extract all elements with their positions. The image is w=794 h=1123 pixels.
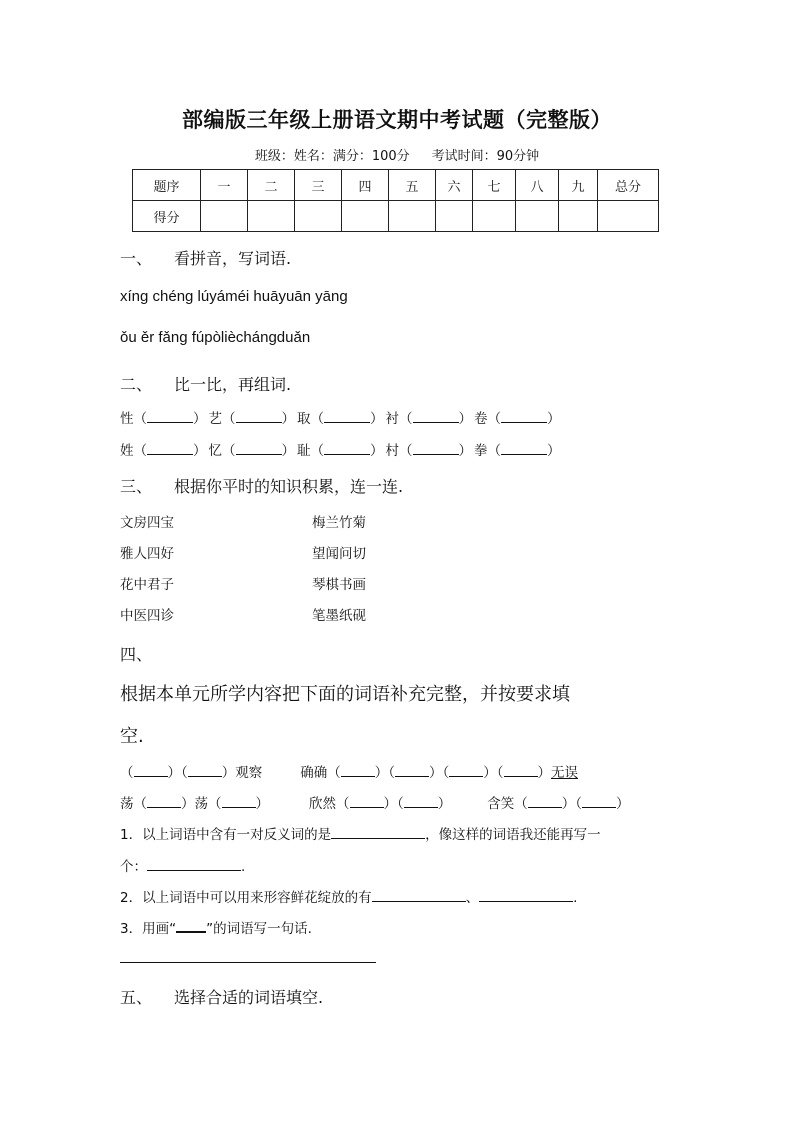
pinyin-line-1: xíng chéng lúyáméi huāyuān yāng [120, 288, 348, 305]
paren: （ [487, 443, 501, 459]
question-text: 2．以上词语中可以用来形容鲜花绽放的有 [120, 890, 372, 906]
compare-char: 拳 [474, 443, 488, 459]
paren: ） [547, 443, 561, 459]
fill-blank[interactable] [324, 408, 370, 423]
section-number: 一、 [120, 249, 153, 268]
score-header-cell: 三 [295, 170, 342, 201]
paren: （ [133, 411, 147, 427]
compare-item [474, 407, 561, 427]
answer-blank[interactable] [331, 824, 425, 839]
score-cell[interactable] [389, 201, 436, 232]
compare-char: 村 [385, 443, 399, 459]
answer-blank[interactable] [147, 856, 241, 871]
word-stem: 确确 [300, 765, 328, 781]
compare-char: 耻 [297, 443, 311, 459]
page-title: 部编版三年级上册语文期中考试题（完整版） [182, 107, 612, 132]
fill-blank[interactable] [449, 762, 483, 777]
question-2 [120, 886, 577, 906]
paren: ） [458, 411, 472, 427]
question-text: ”的词语写一句话. [206, 921, 312, 937]
match-right-item[interactable]: 望闻问切 [312, 546, 366, 562]
fill-blank[interactable] [188, 762, 222, 777]
paren: ） [281, 443, 295, 459]
class-name-score-label: 班级：姓名：满分：100分 [254, 149, 410, 164]
compare-char: 忆 [208, 443, 222, 459]
answer-blank[interactable] [372, 887, 466, 902]
compare-char: 性 [120, 411, 134, 427]
paren: （ [222, 411, 236, 427]
paren: （ [310, 443, 324, 459]
punctuation: 、 [465, 890, 480, 906]
score-header-cell: 四 [342, 170, 389, 201]
question-text: 3．用画“ [120, 921, 177, 937]
underline-marker [176, 919, 206, 933]
compare-char: 衬 [385, 411, 399, 427]
match-left-item[interactable]: 花中君子 [120, 577, 174, 593]
section-4-instruction: 根据本单元所学内容把下面的词语补充完整，并按要求填 [120, 684, 570, 705]
fill-blank[interactable] [222, 793, 256, 808]
paren: （ [399, 411, 413, 427]
score-cell[interactable] [473, 201, 516, 232]
fill-blank[interactable] [413, 440, 459, 455]
match-right-item[interactable]: 琴棋书画 [312, 577, 366, 593]
compare-item [297, 439, 384, 459]
paren: ） [458, 443, 472, 459]
pinyin-line-2: ǒu ěr fǎng fúpòlièchángduǎn [120, 329, 311, 346]
paren: ） [370, 411, 384, 427]
score-header-cell: 六 [436, 170, 473, 201]
compare-item [386, 407, 473, 427]
score-cell[interactable] [295, 201, 342, 232]
question-text: 1．以上词语中含有一对反义词的是 [120, 827, 332, 843]
paren: ） [281, 411, 295, 427]
underlined-word: 无误 [551, 765, 578, 781]
compare-item [120, 439, 207, 459]
fill-blank[interactable] [582, 793, 616, 808]
compare-char: 艺 [208, 411, 222, 427]
score-header-cell: 一 [201, 170, 248, 201]
fill-blank[interactable] [147, 440, 193, 455]
word-stem: 荡 [120, 796, 134, 812]
match-left-item[interactable]: 中医四诊 [120, 608, 174, 624]
paren: （ [310, 411, 324, 427]
paren: ） [193, 411, 207, 427]
score-header-cell: 七 [473, 170, 516, 201]
fill-blank[interactable] [134, 762, 168, 777]
compare-item [297, 407, 384, 427]
score-header-cell: 九 [559, 170, 598, 201]
compare-char: 姓 [120, 443, 134, 459]
paren: ） [193, 443, 207, 459]
word-stem: 观察 [235, 765, 263, 781]
compare-char: 取 [297, 411, 311, 427]
compare-item [209, 407, 296, 427]
section-number: 五、 [120, 988, 153, 1007]
section-title: 选择合适的词语填空. [174, 988, 324, 1007]
fill-blank[interactable] [236, 440, 282, 455]
question-1 [120, 823, 601, 843]
match-left-item[interactable]: 文房四宝 [120, 515, 174, 531]
compare-char: 卷 [474, 411, 488, 427]
score-table-score-row [133, 201, 659, 232]
section-number: 二、 [120, 375, 153, 394]
compare-item [120, 407, 207, 427]
paren: ） [547, 411, 561, 427]
match-left-item[interactable]: 雅人四好 [120, 546, 174, 562]
fill-blank[interactable] [413, 408, 459, 423]
fill-row-1 [120, 761, 578, 781]
score-header-cell: 总分 [598, 170, 659, 201]
fill-blank[interactable] [236, 408, 282, 423]
punctuation: . [573, 890, 578, 906]
question-text: ，像这样的词语我还能再写一 [425, 827, 601, 843]
section-title: 看拼音，写词语. [174, 249, 292, 268]
fill-blank[interactable] [350, 793, 384, 808]
score-cell[interactable] [598, 201, 659, 232]
match-right-item[interactable]: 梅兰竹菊 [312, 515, 366, 531]
compare-item [386, 439, 473, 459]
question-3 [120, 917, 312, 937]
fill-blank[interactable] [501, 440, 547, 455]
fill-blank[interactable] [404, 793, 438, 808]
score-header-cell: 五 [389, 170, 436, 201]
fill-group: （ ）（ ）观察 [120, 765, 262, 781]
section-4-instruction-cont: 空. [120, 726, 144, 747]
paren: （ [133, 443, 147, 459]
compare-row-1 [120, 407, 563, 427]
word-stem: 含笑 [487, 796, 515, 812]
section-5-heading [120, 985, 323, 1008]
answer-line[interactable] [120, 962, 376, 963]
paren: （ [399, 443, 413, 459]
word-stem: 荡 [194, 796, 208, 812]
score-row-label: 得分 [133, 201, 201, 232]
score-cell[interactable] [516, 201, 559, 232]
compare-item [474, 439, 561, 459]
fill-blank[interactable] [395, 762, 429, 777]
section-3-heading [120, 474, 403, 497]
section-title: 比一比，再组词. [174, 375, 292, 394]
fill-group: 确确（ ）（ ）（ ）（ ）无误 [300, 765, 578, 781]
exam-info [0, 145, 794, 164]
fill-row-2: 荡（ ）荡（ ） 欣然（ ）（ ） 含笑（ ）（ ） [120, 792, 630, 812]
paren: （ [487, 411, 501, 427]
fill-blank[interactable] [504, 762, 538, 777]
question-text: 个： [120, 859, 147, 875]
match-right-item[interactable]: 笔墨纸砚 [312, 608, 366, 624]
section-4-heading: 四、 [120, 645, 153, 664]
score-cell[interactable] [201, 201, 248, 232]
section-title: 根据你平时的知识积累，连一连. [174, 477, 404, 496]
question-1-cont [120, 855, 245, 875]
score-table [132, 169, 659, 232]
score-cell[interactable] [559, 201, 598, 232]
score-table-header-row [133, 170, 659, 201]
score-cell[interactable] [342, 201, 389, 232]
fill-blank[interactable] [501, 408, 547, 423]
section-2-heading [120, 372, 291, 395]
paren: ） [370, 443, 384, 459]
score-cell[interactable] [248, 201, 295, 232]
fill-blank[interactable] [147, 408, 193, 423]
paren: （ [222, 443, 236, 459]
punctuation: . [241, 859, 246, 875]
exam-time-label: 考试时间：90分钟 [431, 149, 540, 164]
fill-blank[interactable] [324, 440, 370, 455]
score-cell[interactable] [436, 201, 473, 232]
section-number: 三、 [120, 477, 153, 496]
answer-blank[interactable] [479, 887, 573, 902]
score-header-cell: 题序 [133, 170, 201, 201]
fill-blank[interactable] [528, 793, 562, 808]
section-1-heading [120, 246, 291, 269]
fill-blank[interactable] [147, 793, 181, 808]
word-stem: 欣然 [309, 796, 336, 812]
compare-row-2 [120, 439, 563, 459]
compare-item [209, 439, 296, 459]
score-header-cell: 八 [516, 170, 559, 201]
fill-blank[interactable] [341, 762, 375, 777]
score-header-cell: 二 [248, 170, 295, 201]
